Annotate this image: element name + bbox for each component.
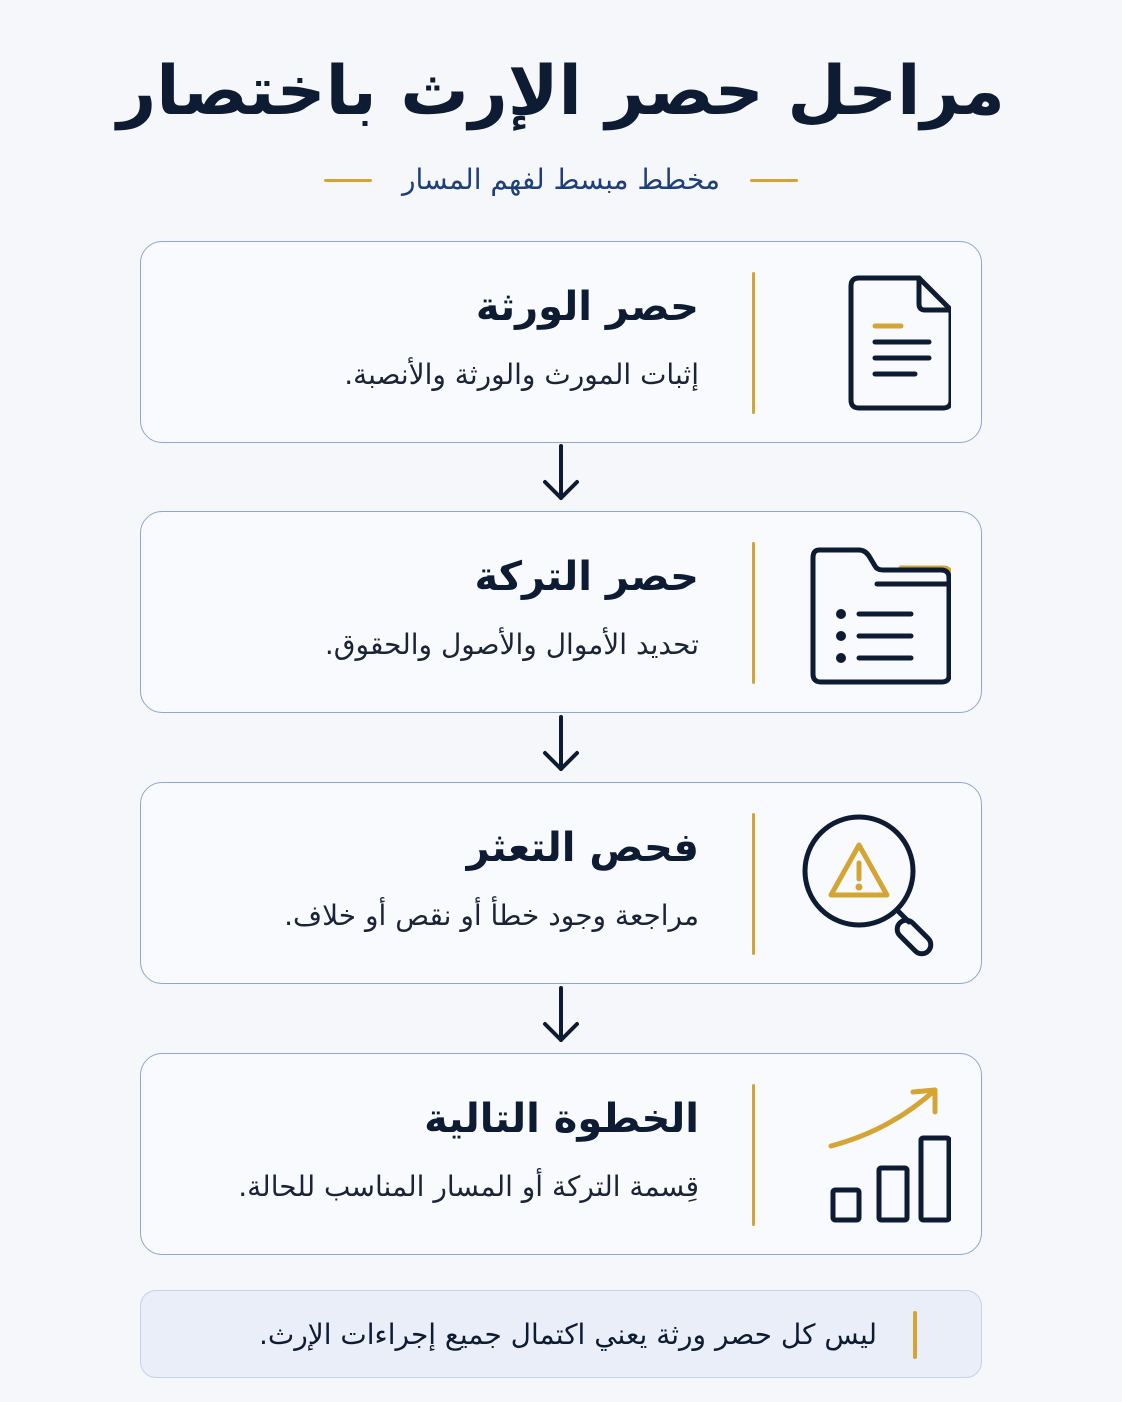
step-card-heirs: [140, 241, 982, 443]
step-description: مراجعة وجود خطأ أو نقص أو خلاف.: [284, 899, 699, 932]
folder-list-icon: [801, 538, 951, 688]
card-text: [179, 542, 699, 670]
step-description: إثبات المورث والورثة والأنصبة.: [344, 358, 699, 391]
subtitle-decoration-right: [750, 179, 798, 182]
card-divider: [752, 813, 755, 955]
step-title: حصر الورثة: [475, 284, 699, 330]
step-card-next: [140, 1053, 982, 1255]
step-description: تحديد الأموال والأصول والحقوق.: [324, 628, 699, 661]
note-box: [140, 1290, 982, 1378]
card-divider: [752, 272, 755, 414]
subtitle-decoration-left: [324, 179, 372, 182]
page-title: مراحل حصر الإرث باختصار: [117, 52, 1005, 131]
down-arrow-icon: [537, 713, 585, 781]
down-arrow-icon: [537, 984, 585, 1052]
down-arrow-icon: [537, 442, 585, 510]
card-divider: [752, 542, 755, 684]
card-text: [179, 813, 699, 941]
step-card-check: [140, 782, 982, 984]
note-text: ليس كل حصر ورثة يعني اكتمال جميع إجراءات الإرث.: [258, 1318, 877, 1351]
card-text: [179, 272, 699, 400]
magnifier-warning-icon: [801, 809, 951, 959]
document-icon: [801, 268, 951, 418]
note-accent-bar: [913, 1311, 917, 1359]
step-description: قِسمة التركة أو المسار المناسب للحالة.: [238, 1170, 699, 1203]
step-title: حصر التركة: [474, 554, 699, 600]
growth-chart-icon: [801, 1080, 951, 1230]
step-card-estate: [140, 511, 982, 713]
page-subtitle: مخطط مبسط لفهم المسار: [401, 163, 721, 196]
step-title: الخطوة التالية: [424, 1096, 699, 1142]
step-title: فحص التعثر: [466, 825, 699, 871]
card-text: [179, 1084, 699, 1212]
card-divider: [752, 1084, 755, 1226]
subtitle-row: [0, 158, 1122, 202]
